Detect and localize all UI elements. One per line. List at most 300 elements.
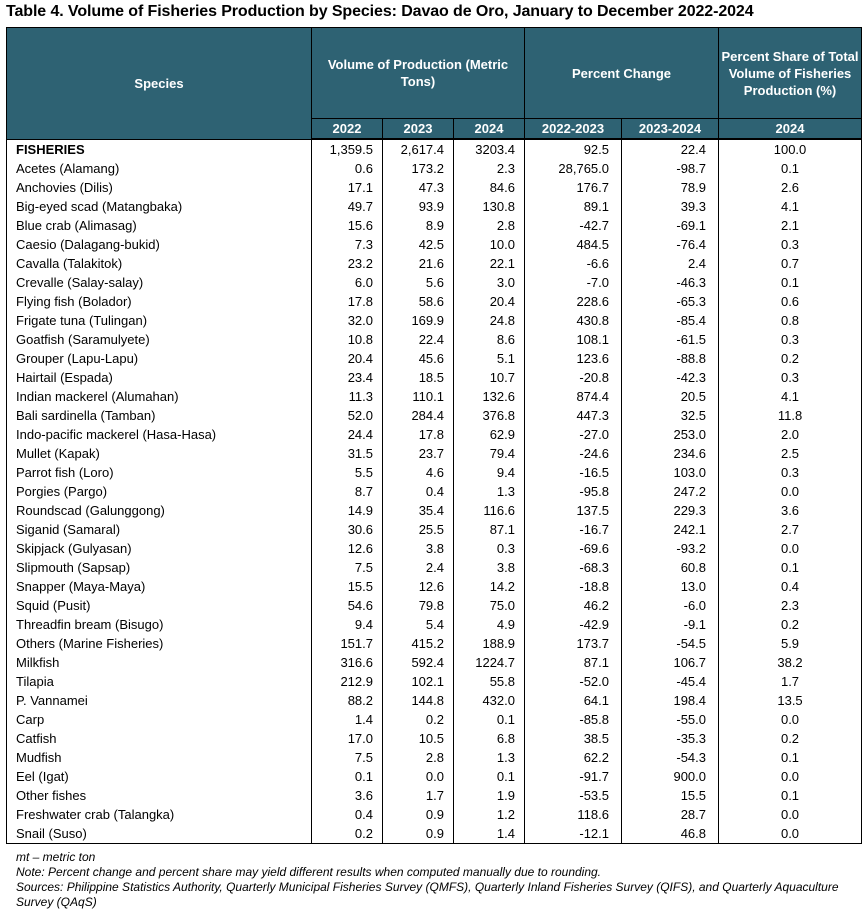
species-cell: Flying fish (Bolador) [7, 292, 312, 311]
share-2024-cell: 0.6 [719, 292, 862, 311]
change-2022-2023-cell: -6.6 [525, 254, 622, 273]
volume-2023-cell: 25.5 [383, 520, 454, 539]
change-2022-2023-cell: -69.6 [525, 539, 622, 558]
volume-2024-cell: 79.4 [454, 444, 525, 463]
species-cell: Skipjack (Gulyasan) [7, 539, 312, 558]
volume-2023-cell: 0.9 [383, 824, 454, 844]
change-2022-2023-cell: -12.1 [525, 824, 622, 844]
share-2024-cell: 11.8 [719, 406, 862, 425]
volume-2022-cell: 10.8 [312, 330, 383, 349]
share-2024-cell: 0.2 [719, 349, 862, 368]
volume-2023-cell: 45.6 [383, 349, 454, 368]
species-cell: Parrot fish (Loro) [7, 463, 312, 482]
share-2024-cell: 0.7 [719, 254, 862, 273]
table-row [7, 387, 862, 406]
share-2024-cell: 0.1 [719, 786, 862, 805]
table-row [7, 729, 862, 748]
volume-2022-cell: 7.5 [312, 748, 383, 767]
share-2024-cell: 0.1 [719, 748, 862, 767]
table-row [7, 349, 862, 368]
volume-2022-cell: 52.0 [312, 406, 383, 425]
volume-2023-cell: 21.6 [383, 254, 454, 273]
volume-2023-cell: 93.9 [383, 197, 454, 216]
table-row [7, 273, 862, 292]
volume-2024-cell: 10.7 [454, 368, 525, 387]
share-2024-cell: 2.5 [719, 444, 862, 463]
change-2022-2023-cell: 92.5 [525, 139, 622, 159]
share-2024-cell: 0.0 [719, 824, 862, 844]
volume-2022-cell: 0.4 [312, 805, 383, 824]
footnotes [16, 850, 861, 910]
volume-2024-cell: 10.0 [454, 235, 525, 254]
volume-2022-cell: 32.0 [312, 311, 383, 330]
volume-2024-cell: 24.8 [454, 311, 525, 330]
volume-2023-cell: 0.0 [383, 767, 454, 786]
table-row-total [7, 139, 862, 159]
table-row [7, 311, 862, 330]
share-2024-cell: 2.3 [719, 596, 862, 615]
change-2022-2023-cell: 447.3 [525, 406, 622, 425]
species-cell: Indian mackerel (Alumahan) [7, 387, 312, 406]
change-2022-2023-cell: 46.2 [525, 596, 622, 615]
share-2024-cell: 100.0 [719, 139, 862, 159]
species-cell: Hairtail (Espada) [7, 368, 312, 387]
volume-2022-cell: 0.6 [312, 159, 383, 178]
species-cell: Mudfish [7, 748, 312, 767]
species-cell: Freshwater crab (Talangka) [7, 805, 312, 824]
volume-2023-cell: 284.4 [383, 406, 454, 425]
volume-2024-cell: 1224.7 [454, 653, 525, 672]
table-row [7, 824, 862, 844]
share-2024-cell: 0.3 [719, 330, 862, 349]
change-2022-2023-cell: -68.3 [525, 558, 622, 577]
volume-2024-cell: 87.1 [454, 520, 525, 539]
share-2024-cell: 5.9 [719, 634, 862, 653]
change-2022-2023-cell: 430.8 [525, 311, 622, 330]
table-row [7, 672, 862, 691]
change-2023-2024-cell: 253.0 [622, 425, 719, 444]
species-cell: Slipmouth (Sapsap) [7, 558, 312, 577]
volume-2024-cell: 376.8 [454, 406, 525, 425]
change-2022-2023-cell: 28,765.0 [525, 159, 622, 178]
species-cell: Big-eyed scad (Matangbaka) [7, 197, 312, 216]
volume-2022-cell: 14.9 [312, 501, 383, 520]
change-2023-2024-cell: -88.8 [622, 349, 719, 368]
volume-2024-cell: 0.1 [454, 710, 525, 729]
volume-2022-cell: 1.4 [312, 710, 383, 729]
share-2024-cell: 0.0 [719, 805, 862, 824]
table-row [7, 406, 862, 425]
volume-2024-cell: 75.0 [454, 596, 525, 615]
species-cell: Cavalla (Talakitok) [7, 254, 312, 273]
volume-2024-cell: 62.9 [454, 425, 525, 444]
change-2022-2023-cell: -27.0 [525, 425, 622, 444]
table-row [7, 615, 862, 634]
change-2023-2024-cell: -98.7 [622, 159, 719, 178]
volume-2022-cell: 49.7 [312, 197, 383, 216]
volume-2022-cell: 17.1 [312, 178, 383, 197]
table-row [7, 216, 862, 235]
change-2023-2024-cell: 28.7 [622, 805, 719, 824]
species-cell: Milkfish [7, 653, 312, 672]
change-2022-2023-cell: 484.5 [525, 235, 622, 254]
share-2024-cell: 13.5 [719, 691, 862, 710]
volume-2024-cell: 1.3 [454, 748, 525, 767]
table-body [7, 139, 862, 844]
volume-2023-cell: 22.4 [383, 330, 454, 349]
volume-2023-cell: 415.2 [383, 634, 454, 653]
change-2023-2024-cell: 247.2 [622, 482, 719, 501]
volume-2023-cell: 18.5 [383, 368, 454, 387]
change-2023-2024-cell: 229.3 [622, 501, 719, 520]
volume-2024-cell: 14.2 [454, 577, 525, 596]
share-2024-cell: 0.3 [719, 463, 862, 482]
change-2023-2024-cell: 2.4 [622, 254, 719, 273]
share-2024-cell: 0.1 [719, 558, 862, 577]
fisheries-table [6, 27, 862, 844]
change-2023-2024-cell: 242.1 [622, 520, 719, 539]
change-2022-2023-cell: -20.8 [525, 368, 622, 387]
volume-2023-cell: 169.9 [383, 311, 454, 330]
species-cell: Catfish [7, 729, 312, 748]
volume-2022-cell: 8.7 [312, 482, 383, 501]
table-row [7, 710, 862, 729]
share-2024-cell: 0.0 [719, 482, 862, 501]
volume-2023-cell: 42.5 [383, 235, 454, 254]
table-row [7, 235, 862, 254]
percent-share-header: Percent Share of Total Volume of Fisheries Production (%) [719, 28, 862, 119]
volume-2024-cell: 55.8 [454, 672, 525, 691]
volume-2022-cell: 17.0 [312, 729, 383, 748]
change-2023-2024-cell: 32.5 [622, 406, 719, 425]
volume-2023-cell: 110.1 [383, 387, 454, 406]
change-2023-2024-cell: 198.4 [622, 691, 719, 710]
share-2024-cell: 0.0 [719, 710, 862, 729]
species-cell: Others (Marine Fisheries) [7, 634, 312, 653]
table-row [7, 634, 862, 653]
volume-2024-cell: 132.6 [454, 387, 525, 406]
volume-2024-cell: 1.4 [454, 824, 525, 844]
subheader-2022: 2022 [312, 119, 383, 140]
volume-2024-cell: 0.3 [454, 539, 525, 558]
volume-2024-cell: 8.6 [454, 330, 525, 349]
table-row [7, 539, 862, 558]
species-cell: Squid (Pusit) [7, 596, 312, 615]
volume-2024-cell: 3.0 [454, 273, 525, 292]
change-2023-2024-cell: 39.3 [622, 197, 719, 216]
volume-2023-cell: 0.2 [383, 710, 454, 729]
change-2022-2023-cell: -7.0 [525, 273, 622, 292]
change-2022-2023-cell: -91.7 [525, 767, 622, 786]
species-cell: Goatfish (Saramulyete) [7, 330, 312, 349]
volume-2023-cell: 592.4 [383, 653, 454, 672]
change-2023-2024-cell: -35.3 [622, 729, 719, 748]
table-row [7, 197, 862, 216]
change-2023-2024-cell: 106.7 [622, 653, 719, 672]
volume-2023-cell: 35.4 [383, 501, 454, 520]
volume-2022-cell: 1,359.5 [312, 139, 383, 159]
subheader-share-2024: 2024 [719, 119, 862, 140]
volume-2024-cell: 6.8 [454, 729, 525, 748]
volume-2023-cell: 144.8 [383, 691, 454, 710]
share-2024-cell: 2.7 [719, 520, 862, 539]
table-row [7, 558, 862, 577]
volume-2022-cell: 54.6 [312, 596, 383, 615]
volume-2022-cell: 31.5 [312, 444, 383, 463]
volume-2024-cell: 0.1 [454, 767, 525, 786]
change-2022-2023-cell: 123.6 [525, 349, 622, 368]
volume-2023-cell: 23.7 [383, 444, 454, 463]
volume-2024-cell: 3203.4 [454, 139, 525, 159]
table-row [7, 444, 862, 463]
share-2024-cell: 0.2 [719, 615, 862, 634]
species-cell: Snail (Suso) [7, 824, 312, 844]
change-2023-2024-cell: 15.5 [622, 786, 719, 805]
species-cell: Porgies (Pargo) [7, 482, 312, 501]
volume-2022-cell: 9.4 [312, 615, 383, 634]
table-row [7, 577, 862, 596]
change-2022-2023-cell: -95.8 [525, 482, 622, 501]
volume-2023-cell: 4.6 [383, 463, 454, 482]
volume-2023-cell: 2,617.4 [383, 139, 454, 159]
volume-2022-cell: 3.6 [312, 786, 383, 805]
volume-2024-cell: 1.3 [454, 482, 525, 501]
volume-2024-cell: 2.8 [454, 216, 525, 235]
table-row [7, 805, 862, 824]
species-cell: Blue crab (Alimasag) [7, 216, 312, 235]
volume-2024-cell: 5.1 [454, 349, 525, 368]
table-row [7, 653, 862, 672]
table-row [7, 368, 862, 387]
volume-2024-cell: 4.9 [454, 615, 525, 634]
volume-2023-cell: 17.8 [383, 425, 454, 444]
volume-2024-cell: 84.6 [454, 178, 525, 197]
footnote-unit: mt – metric ton [16, 850, 96, 864]
change-2023-2024-cell: -76.4 [622, 235, 719, 254]
table-row [7, 748, 862, 767]
change-2022-2023-cell: 64.1 [525, 691, 622, 710]
table-row [7, 520, 862, 539]
volume-2024-cell: 432.0 [454, 691, 525, 710]
change-2023-2024-cell: -85.4 [622, 311, 719, 330]
volume-2024-cell: 188.9 [454, 634, 525, 653]
share-2024-cell: 1.7 [719, 672, 862, 691]
volume-2022-cell: 151.7 [312, 634, 383, 653]
change-2022-2023-cell: -52.0 [525, 672, 622, 691]
share-2024-cell: 2.0 [719, 425, 862, 444]
change-2022-2023-cell: 87.1 [525, 653, 622, 672]
species-cell: Frigate tuna (Tulingan) [7, 311, 312, 330]
volume-2024-cell: 9.4 [454, 463, 525, 482]
species-cell: Tilapia [7, 672, 312, 691]
table-row [7, 425, 862, 444]
volume-2022-cell: 5.5 [312, 463, 383, 482]
change-2022-2023-cell: -42.9 [525, 615, 622, 634]
change-2022-2023-cell: -53.5 [525, 786, 622, 805]
table-row [7, 463, 862, 482]
change-2022-2023-cell: -18.8 [525, 577, 622, 596]
volume-2023-cell: 12.6 [383, 577, 454, 596]
share-2024-cell: 3.6 [719, 501, 862, 520]
volume-2023-cell: 58.6 [383, 292, 454, 311]
table-row [7, 691, 862, 710]
volume-2023-cell: 2.8 [383, 748, 454, 767]
volume-2023-cell: 10.5 [383, 729, 454, 748]
change-2023-2024-cell: -61.5 [622, 330, 719, 349]
species-cell: Eel (Igat) [7, 767, 312, 786]
table-row [7, 330, 862, 349]
volume-2024-cell: 22.1 [454, 254, 525, 273]
species-cell: P. Vannamei [7, 691, 312, 710]
table-row [7, 292, 862, 311]
change-2022-2023-cell: 874.4 [525, 387, 622, 406]
species-cell: Other fishes [7, 786, 312, 805]
volume-2022-cell: 17.8 [312, 292, 383, 311]
change-2022-2023-cell: 137.5 [525, 501, 622, 520]
volume-2024-cell: 130.8 [454, 197, 525, 216]
share-2024-cell: 38.2 [719, 653, 862, 672]
change-2023-2024-cell: 46.8 [622, 824, 719, 844]
change-2023-2024-cell: -46.3 [622, 273, 719, 292]
change-2022-2023-cell: 118.6 [525, 805, 622, 824]
species-cell: Indo-pacific mackerel (Hasa-Hasa) [7, 425, 312, 444]
footnote-sources: Sources: Philippine Statistics Authority, Quarterly Municipal Fisheries Survey (QMFS), Quarterly Inland Fisheries Survey (QIFS), and Quarterly Aquaculture Survey (QAqS) [16, 880, 839, 909]
change-2022-2023-cell: -24.6 [525, 444, 622, 463]
percent-change-header: Percent Change [525, 28, 719, 119]
share-2024-cell: 0.2 [719, 729, 862, 748]
volume-2022-cell: 30.6 [312, 520, 383, 539]
volume-2023-cell: 47.3 [383, 178, 454, 197]
volume-2023-cell: 8.9 [383, 216, 454, 235]
table-row [7, 596, 862, 615]
share-2024-cell: 0.3 [719, 235, 862, 254]
change-2023-2024-cell: -42.3 [622, 368, 719, 387]
change-2023-2024-cell: -55.0 [622, 710, 719, 729]
table-row [7, 501, 862, 520]
table-row [7, 159, 862, 178]
table-row [7, 482, 862, 501]
volume-2023-cell: 102.1 [383, 672, 454, 691]
change-2023-2024-cell: -6.0 [622, 596, 719, 615]
volume-2022-cell: 15.6 [312, 216, 383, 235]
volume-2022-cell: 7.5 [312, 558, 383, 577]
footnote-rounding: Note: Percent change and percent share may yield different results when computed manually due to rounding. [16, 865, 602, 879]
change-2022-2023-cell: 89.1 [525, 197, 622, 216]
species-cell: Caesio (Dalagang-bukid) [7, 235, 312, 254]
share-2024-cell: 0.0 [719, 539, 862, 558]
volume-2022-cell: 23.4 [312, 368, 383, 387]
volume-2022-cell: 7.3 [312, 235, 383, 254]
change-2022-2023-cell: 38.5 [525, 729, 622, 748]
change-2022-2023-cell: -16.5 [525, 463, 622, 482]
volume-2022-cell: 12.6 [312, 539, 383, 558]
volume-header: Volume of Production (Metric Tons) [312, 28, 525, 119]
volume-2022-cell: 316.6 [312, 653, 383, 672]
volume-2023-cell: 79.8 [383, 596, 454, 615]
change-2022-2023-cell: -16.7 [525, 520, 622, 539]
volume-2022-cell: 6.0 [312, 273, 383, 292]
volume-2022-cell: 212.9 [312, 672, 383, 691]
species-cell: Anchovies (Dilis) [7, 178, 312, 197]
volume-2023-cell: 3.8 [383, 539, 454, 558]
subheader-change-2023-2024: 2023-2024 [622, 119, 719, 140]
subheader-2024: 2024 [454, 119, 525, 140]
volume-2024-cell: 1.9 [454, 786, 525, 805]
volume-2024-cell: 3.8 [454, 558, 525, 577]
volume-2024-cell: 20.4 [454, 292, 525, 311]
subheader-2023: 2023 [383, 119, 454, 140]
change-2022-2023-cell: 176.7 [525, 178, 622, 197]
species-cell: Mullet (Kapak) [7, 444, 312, 463]
volume-2023-cell: 5.4 [383, 615, 454, 634]
share-2024-cell: 0.0 [719, 767, 862, 786]
change-2022-2023-cell: 108.1 [525, 330, 622, 349]
volume-2023-cell: 2.4 [383, 558, 454, 577]
volume-2024-cell: 2.3 [454, 159, 525, 178]
table-title: Table 4. Volume of Fisheries Production by Species: Davao de Oro, January to December 2022-2024 [6, 3, 754, 20]
share-2024-cell: 4.1 [719, 387, 862, 406]
change-2023-2024-cell: 60.8 [622, 558, 719, 577]
volume-2022-cell: 15.5 [312, 577, 383, 596]
volume-2022-cell: 88.2 [312, 691, 383, 710]
species-cell: Threadfin bream (Bisugo) [7, 615, 312, 634]
change-2022-2023-cell: -42.7 [525, 216, 622, 235]
change-2022-2023-cell: 173.7 [525, 634, 622, 653]
share-2024-cell: 2.6 [719, 178, 862, 197]
species-cell: Carp [7, 710, 312, 729]
volume-2023-cell: 0.9 [383, 805, 454, 824]
volume-2022-cell: 23.2 [312, 254, 383, 273]
volume-2023-cell: 173.2 [383, 159, 454, 178]
share-2024-cell: 2.1 [719, 216, 862, 235]
table-row [7, 254, 862, 273]
subheader-change-2022-2023: 2022-2023 [525, 119, 622, 140]
change-2023-2024-cell: 103.0 [622, 463, 719, 482]
volume-2022-cell: 11.3 [312, 387, 383, 406]
change-2022-2023-cell: 62.2 [525, 748, 622, 767]
change-2023-2024-cell: -54.5 [622, 634, 719, 653]
species-cell: Roundscad (Galunggong) [7, 501, 312, 520]
change-2023-2024-cell: 234.6 [622, 444, 719, 463]
share-2024-cell: 0.1 [719, 159, 862, 178]
change-2023-2024-cell: 900.0 [622, 767, 719, 786]
change-2023-2024-cell: 78.9 [622, 178, 719, 197]
table-row [7, 178, 862, 197]
share-2024-cell: 4.1 [719, 197, 862, 216]
table-row [7, 767, 862, 786]
share-2024-cell: 0.3 [719, 368, 862, 387]
species-cell: Acetes (Alamang) [7, 159, 312, 178]
species-cell: FISHERIES [7, 139, 312, 159]
volume-2023-cell: 0.4 [383, 482, 454, 501]
species-header: Species [7, 28, 312, 140]
table-row [7, 786, 862, 805]
species-cell: Siganid (Samaral) [7, 520, 312, 539]
change-2023-2024-cell: 13.0 [622, 577, 719, 596]
species-cell: Bali sardinella (Tamban) [7, 406, 312, 425]
share-2024-cell: 0.4 [719, 577, 862, 596]
change-2022-2023-cell: -85.8 [525, 710, 622, 729]
volume-2022-cell: 20.4 [312, 349, 383, 368]
change-2023-2024-cell: 20.5 [622, 387, 719, 406]
species-cell: Crevalle (Salay-salay) [7, 273, 312, 292]
species-cell: Grouper (Lapu-Lapu) [7, 349, 312, 368]
volume-2023-cell: 5.6 [383, 273, 454, 292]
change-2023-2024-cell: -65.3 [622, 292, 719, 311]
species-cell: Snapper (Maya-Maya) [7, 577, 312, 596]
share-2024-cell: 0.8 [719, 311, 862, 330]
volume-2024-cell: 116.6 [454, 501, 525, 520]
